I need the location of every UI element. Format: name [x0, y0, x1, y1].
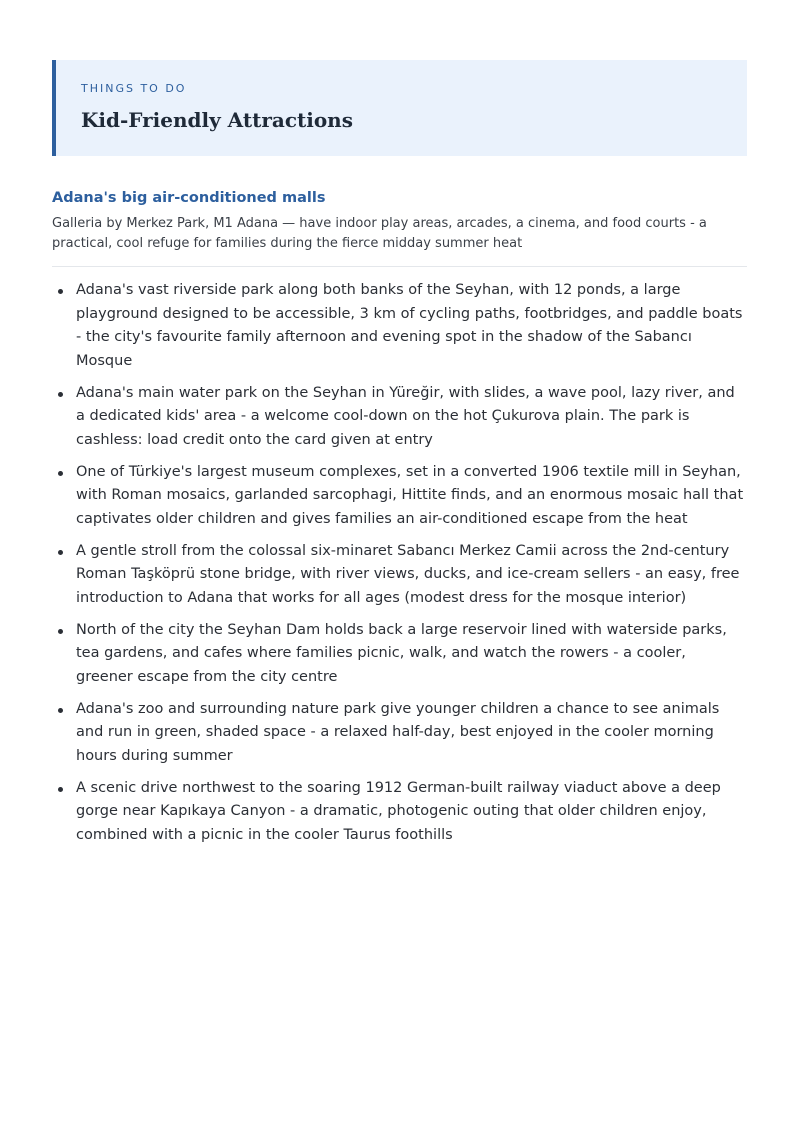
page-content	[52, 60, 747, 856]
list-item-text: North of the city the Seyhan Dam holds back a large reservoir lined with waterside parks, tea gardens, and cafes where families picnic, walk, and watch the rowers - a cooler, greener escape from the city centre	[76, 621, 727, 685]
list-item	[52, 279, 747, 373]
bullet-icon	[58, 629, 63, 634]
section-kicker: THINGS TO DO	[81, 82, 187, 95]
intro-block	[52, 189, 747, 254]
intro-text: Galleria by Merkez Park, M1 Adana — have indoor play areas, arcades, a cinema, and food courts - a practical, cool refuge for families during the fierce midday summer heat	[52, 216, 707, 251]
bullet-icon	[58, 392, 63, 397]
attractions-list	[52, 279, 747, 847]
list-item-text: Adana's main water park on the Seyhan in Yüreğir, with slides, a wave pool, lazy river, and a dedicated kids' area - a welcome cool-down on the hot Çukurova plain. The park is cashless: load credit onto the card given at entry	[76, 384, 735, 448]
page-title: Kid-Friendly Attractions	[81, 108, 353, 132]
bullet-icon	[58, 550, 63, 555]
divider	[52, 266, 747, 267]
section-header	[52, 60, 747, 156]
list-item-text: Adana's vast riverside park along both banks of the Seyhan, with 12 ponds, a large playground designed to be accessible, 3 km of cycling paths, footbridges, and paddle boats - the city's favourite family afternoon and evening spot in the shadow of the Sabancı Mosque	[76, 282, 743, 369]
list-item	[52, 461, 747, 532]
list-item	[52, 382, 747, 453]
list-item-text: A gentle stroll from the colossal six-minaret Sabancı Merkez Camii across the 2nd-century Roman Taşköprü stone bridge, with river views, ducks, and ice-cream sellers - an easy, free introduction to Adana that works for all ages (modest dress for the mosque interior)	[76, 542, 740, 606]
list-item	[52, 619, 747, 690]
intro-heading: Adana's big air-conditioned malls	[52, 190, 326, 206]
bullet-icon	[58, 708, 63, 713]
list-item-text: Adana's zoo and surrounding nature park give younger children a chance to see animals and run in green, shaded space - a relaxed half-day, best enjoyed in the cooler morning hours during summer	[76, 700, 720, 764]
list-item	[52, 777, 747, 848]
list-item-text: One of Türkiye's largest museum complexes, set in a converted 1906 textile mill in Seyhan, with Roman mosaics, garlanded sarcophagi, Hittite finds, and an enormous mosaic hall that captivates older children and gives families an air-conditioned escape from the heat	[76, 463, 744, 527]
bullet-icon	[58, 471, 63, 476]
list-item	[52, 698, 747, 769]
list-item-text: A scenic drive northwest to the soaring 1912 German-built railway viaduct above a deep gorge near Kapıkaya Canyon - a dramatic, photogenic outing that older children enjoy, combined with a picnic in the cooler Taurus foothills	[76, 779, 721, 843]
bullet-icon	[58, 289, 63, 294]
list-item	[52, 540, 747, 611]
bullet-icon	[58, 787, 63, 792]
